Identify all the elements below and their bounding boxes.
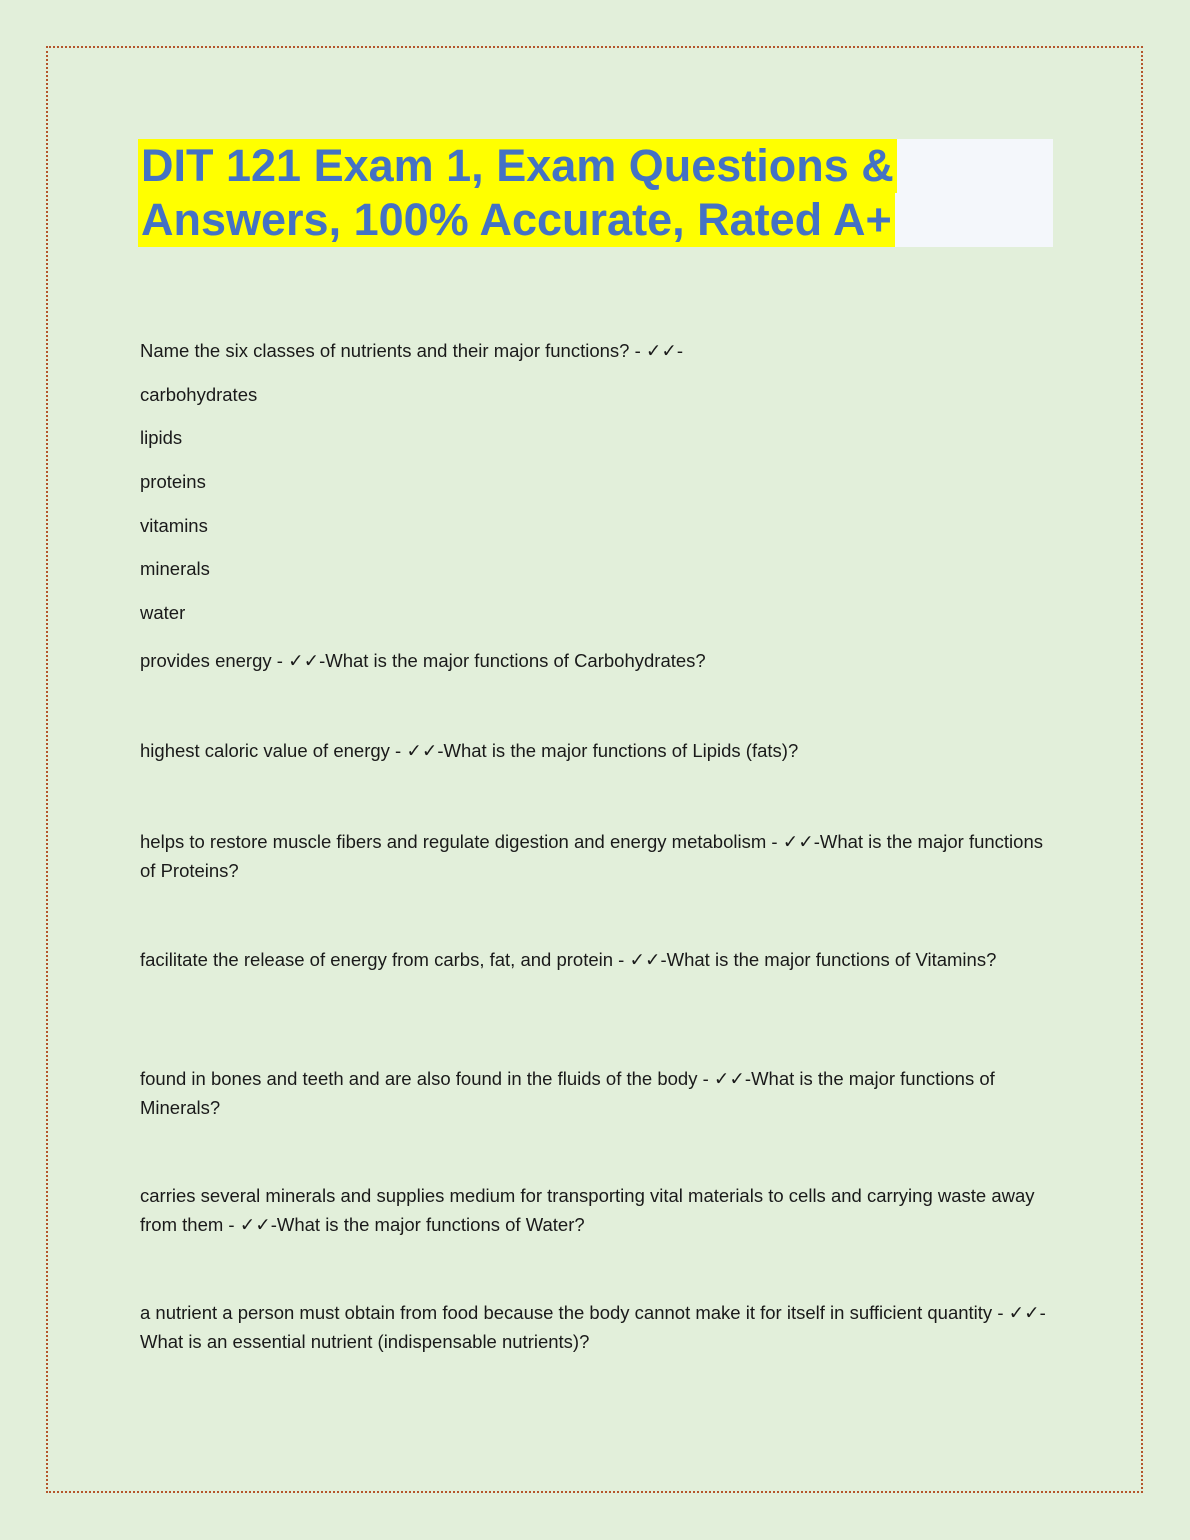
list-item: proteins [140, 471, 206, 492]
qa-item: provides energy - ✓✓-What is the major functions of Carbohydrates? [140, 650, 706, 671]
qa-item: carries several minerals and supplies medium for transporting vital materials to cells and carrying waste away from them - ✓✓-What is the major functions of Water? [140, 1185, 1035, 1235]
qa-item: facilitate the release of energy from carbs, fat, and protein - ✓✓-What is the major functions of Vitamins? [140, 949, 997, 970]
qa-item: a nutrient a person must obtain from food because the body cannot make it for itself in sufficient quantity - ✓✓-What is an essential nutrient (indispensable nutrients)? [140, 1302, 1046, 1352]
intro-question: Name the six classes of nutrients and their major functions? - ✓✓- [140, 340, 684, 361]
list-item: water [140, 602, 186, 623]
list-item: lipids [140, 427, 183, 448]
qa-item: helps to restore muscle fibers and regulate digestion and energy metabolism - ✓✓-What is the major functions of Proteins? [140, 831, 1043, 881]
qa-item: found in bones and teeth and are also found in the fluids of the body - ✓✓-What is the major functions of Minerals? [140, 1068, 995, 1118]
list-item: carbohydrates [140, 384, 258, 405]
list-item: minerals [140, 558, 210, 579]
title-line-1: DIT 121 Exam 1, Exam Questions & [138, 139, 897, 193]
list-item: vitamins [140, 515, 208, 536]
qa-item: highest caloric value of energy - ✓✓-What is the major functions of Lipids (fats)? [140, 740, 799, 761]
document-title [138, 139, 1053, 247]
page-border [46, 46, 1143, 1493]
title-line-2: Answers, 100% Accurate, Rated A+ [138, 193, 895, 247]
